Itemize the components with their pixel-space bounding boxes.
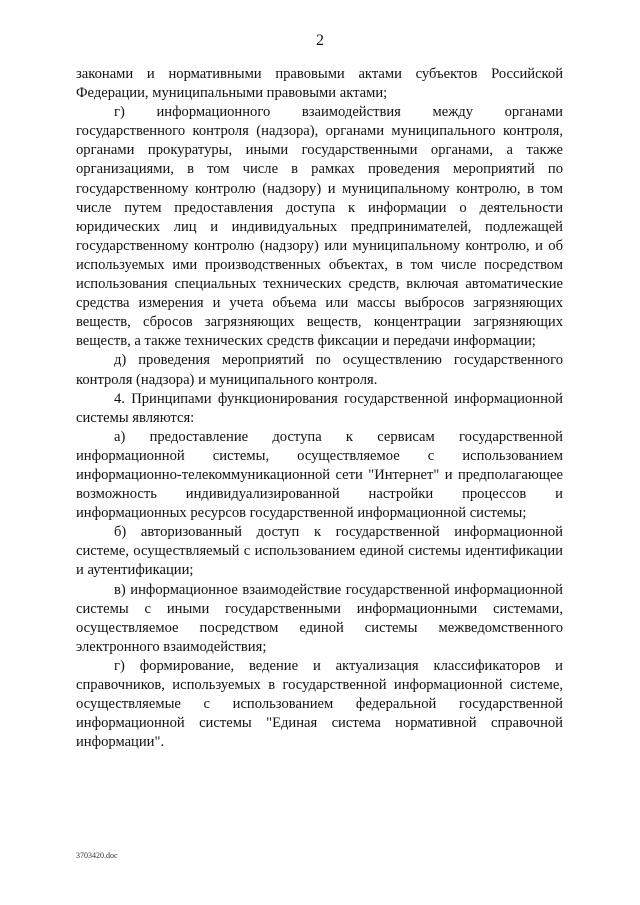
paragraph-continuation: законами и нормативными правовыми актами субъектов Российской Федерации, муниципальными правовыми актами; [76, 66, 563, 102]
paragraph-item-b-authorization: б) авторизованный доступ к государственной информационной системе, осуществляемый с использованием единой системы идентификации и аутентификации; [76, 524, 563, 579]
paragraph-section-4-principles: 4. Принципами функционирования государственной информационной системы являются: [76, 390, 563, 426]
paragraph-item-v-interaction: в) информационное взаимодействие государственной информационной системы с иными государственными информационными системами, осуществляемое посредством единой системы межведомственного электронного взаимодействия; [76, 581, 563, 655]
paragraph-item-g-interaction: г) информационного взаимодействия между органами государственного контроля (надзора), органами муниципального контроля, органами прокуратуры, иными государственными органами, а также организациями, в том числе в рамках проведения мероприятий по государственному контролю (надзору) и муниципальному контролю, в том числе путем предоставления доступа к информации о деятельности юридических лиц и индивидуальных предпринимателей, подлежащей государственному контролю (надзору) или муниципальному контролю, и об используемых ими производственных объектах, в том числе посредством использования специальных технических средств, включая автоматические средства измерения и учета объема или массы выбросов загрязняющих веществ, сбросов загрязняющих веществ, концентрации загрязняющих веществ, а также технических средств фиксации и передачи информации; [76, 104, 563, 350]
document-body [76, 65, 563, 752]
page-number: 2 [316, 32, 324, 49]
document-file-id: 3703420.doc [76, 851, 118, 860]
paragraph-item-a-access: а) предоставление доступа к сервисам государственной информационной системы, осуществляемое с использованием информационно-телекоммуникационной сети "Интернет" и предполагающее возможность индивидуализированной настройки процессов и информационных ресурсов государственной информационной системы; [76, 428, 563, 522]
paragraph-item-d-activities: д) проведения мероприятий по осуществлению государственного контроля (надзора) и муниципального контроля. [76, 352, 563, 388]
paragraph-item-g-classifiers: г) формирование, ведение и актуализация классификаторов и справочников, используемых в государственной информационной системе, осуществляемые с использованием федеральной государственной информационной системы "Единая система нормативной справочной информации". [76, 657, 563, 751]
